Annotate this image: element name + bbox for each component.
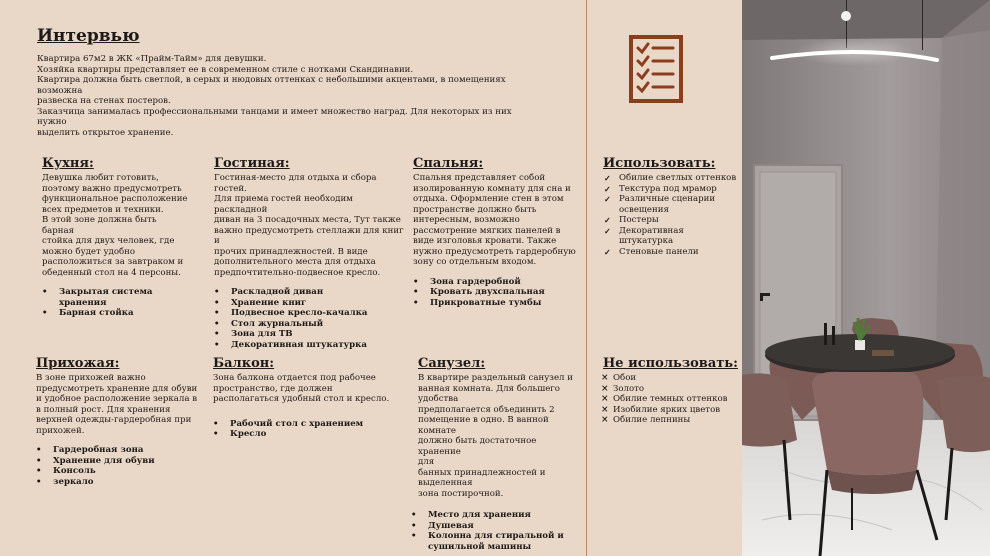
list-item: • Душевая	[428, 521, 580, 532]
list-item: ✓ Стеновые панели	[619, 247, 738, 258]
section-bedroom	[413, 156, 578, 308]
section-list	[214, 287, 404, 350]
section-bathroom	[418, 356, 580, 552]
list-item: • зеркало	[53, 477, 211, 488]
list-item: • Барная стойка	[59, 308, 202, 319]
list-item: ✓ Различные сценарии освещения	[619, 194, 738, 215]
section-body: Спальня представляет собой изолированную комнату для сна и отдыха. Оформление стен в этом пространстве должно быть интересным, возможно рассмотрение мягких панелей в виде изголовья кровати. Также нужно предусмотреть гардеробную зону со отдельным входом.	[413, 173, 576, 267]
section-body: В зоне прихожей важно предусмотреть хранение для обуви и удобное расположение зеркала в в полный рост. Для хранения верхней одежды-гардеробная при прихожей.	[36, 373, 198, 436]
interior-render-image	[742, 0, 990, 556]
section-body: Зона балкона отдается под рабочее пространство, где должен располагаться удобный стол и кресло.	[213, 373, 390, 404]
page-title: Интервью	[37, 26, 140, 46]
list-item: • Подвесное кресло-качалка	[231, 308, 404, 319]
intro-text: Квартира 67м2 в ЖК «Прайм-Тайм» для девушки. Хозяйка квартиры представляет ее в современном стиле с нотками Скандинавии. Квартира должна быть светлой, в серых и нюдовых оттенках с небольшими акцентами, в помещениях возможна развеска на стенах постеров. Заказчица занималась профессиональными танцами и имеет множество наград. Для некоторых из них нужно выделить открытое хранение.	[37, 54, 512, 138]
section-list	[603, 173, 738, 257]
section-list	[413, 277, 578, 309]
list-item: × Обилие лепнины	[613, 415, 738, 426]
list-item: • Рабочий стол с хранением	[230, 419, 403, 430]
list-item: ✓ Декоративная штукатурка	[619, 226, 738, 247]
list-item: • Стол журнальный	[231, 319, 404, 330]
section-body: Девушка любит готовить, поэтому важно предусмотреть функциональное расположение всех предметов и техники. В этой зоне должна быть барная стойка для двух человек, где можно будет удобно расположиться за завтраком и обеденный стол на 4 персоны.	[42, 173, 188, 278]
list-item: × Обилие темных оттенков	[613, 394, 738, 405]
section-body: Гостиная-место для отдыха и сбора гостей. Для приема гостей необходим раскладной диван на 3 посадочных места, Тут также важно предусмотреть стеллажи для книг и прочих принадлежностей. В виде дополнительного места для отдыха предпочтительно-подвесное кресло.	[214, 173, 404, 278]
list-item: • Кровать двухспальная	[430, 287, 578, 298]
list-item: • Зона для ТВ	[231, 329, 404, 340]
list-item: • Хранение книг	[231, 298, 404, 309]
section-title: Спальня:	[413, 156, 484, 171]
section-list	[42, 287, 202, 319]
checklist-icon	[628, 34, 684, 104]
section-dont-use	[603, 356, 738, 426]
section-title: Гостиная:	[214, 156, 290, 171]
section-list	[418, 510, 580, 552]
list-item: • Гардеробная зона	[53, 445, 211, 456]
section-list	[603, 373, 738, 426]
section-list	[36, 445, 211, 487]
list-item: • Декоративная штукатурка	[231, 340, 404, 351]
section-list	[213, 419, 403, 440]
section-title: Использовать:	[603, 156, 716, 171]
list-item: • Закрытая система хранения	[59, 287, 164, 308]
list-item: • Консоль	[53, 466, 211, 477]
section-balcony	[213, 356, 403, 440]
list-item: • Хранение для обуви	[53, 456, 211, 467]
section-living	[214, 156, 404, 350]
list-item: • Место для хранения	[428, 510, 580, 521]
section-use	[603, 156, 738, 257]
list-item: × Золото	[613, 384, 738, 395]
list-item: • Зона гардеробной	[430, 277, 578, 288]
list-item: • Прикроватные тумбы	[430, 298, 578, 309]
list-item: • Раскладной диван	[231, 287, 404, 298]
divider-line	[586, 0, 587, 556]
section-kitchen	[42, 156, 202, 319]
section-title: Балкон:	[213, 356, 275, 371]
section-body: В квартире раздельный санузел и ванная комната. Для большего удобства предполагается объединить 2 помещение в одно. В ванной комнате должно быть достаточное хранение для банных принадлежностей и выделенная зона постирочной.	[418, 373, 573, 499]
list-item: ✓ Обилие светлых оттенков	[619, 173, 738, 184]
section-hallway	[36, 356, 211, 487]
list-item: × Изобилие ярких цветов	[613, 405, 738, 416]
list-item: • Колонна для стиральной и сушильной машины	[428, 531, 568, 552]
list-item: × Обои	[613, 373, 738, 384]
list-item: ✓ Постеры	[619, 215, 738, 226]
section-title: Санузел:	[418, 356, 486, 371]
section-title: Кухня:	[42, 156, 94, 171]
list-item: • Кресло	[230, 429, 403, 440]
section-title: Прихожая:	[36, 356, 120, 371]
list-item: ✓ Текстура под мрамор	[619, 184, 738, 195]
section-title: Не использовать:	[603, 356, 738, 371]
